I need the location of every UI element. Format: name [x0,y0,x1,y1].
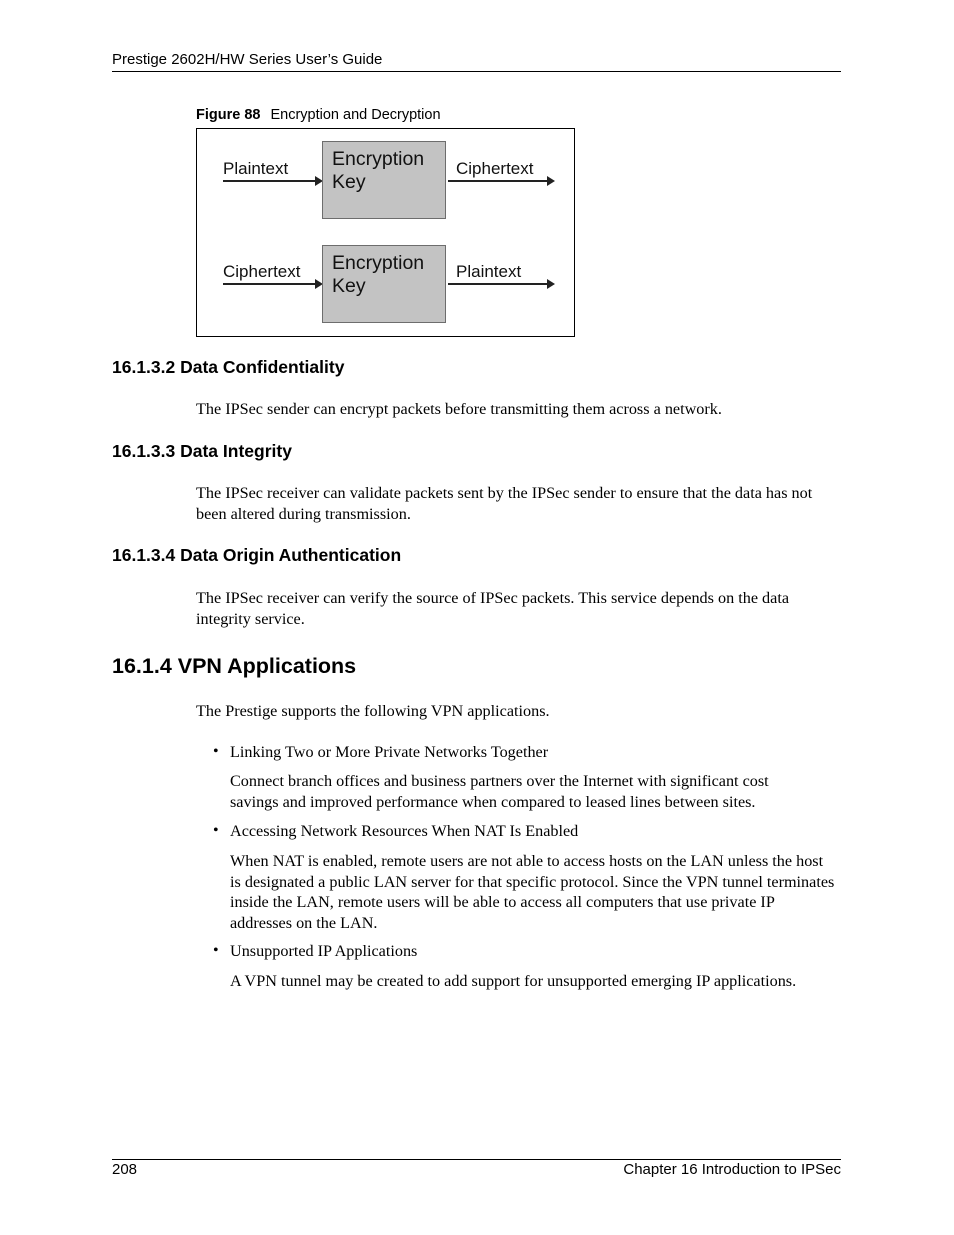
footer-chapter: Chapter 16 Introduction to IPSec [623,1161,841,1178]
running-header: Prestige 2602H/HW Series User’s Guide [112,51,383,68]
row1-input-arrow [223,180,321,182]
section-heading-origin-auth: 16.1.3.4 Data Origin Authentication [112,545,402,565]
vpn-item-title: Accessing Network Resources When NAT Is Enabled [230,822,579,840]
row2-output-arrow [448,283,553,285]
bullet-marker: • [213,743,219,760]
row1-input-label: Plaintext [223,159,289,178]
vpn-intro: The Prestige supports the following VPN applications. [196,702,550,720]
section-body-origin-auth: The IPSec receiver can verify the source of IPSec packets. This service depends on the data integrity service. [196,589,790,628]
vpn-item-body: When NAT is enabled, remote users are not able to access hosts on the LAN unless the host is designated a public LAN server for that specific protocol. Since the VPN tunnel terminates inside the LAN, remote users will be able to access all computers that use private IP addresses on the LAN. [230,852,835,932]
encryption-figure [196,128,575,337]
row1-output-arrow [448,180,553,182]
row1-output-label: Ciphertext [456,159,534,178]
section-body-confidentiality: The IPSec sender can encrypt packets before transmitting them across a network. [196,400,722,418]
section-heading-confidentiality: 16.1.3.2 Data Confidentiality [112,357,345,377]
section-heading-vpn-applications: 16.1.4 VPN Applications [112,654,357,678]
row1-box-line2: Key [332,171,366,193]
section-heading-integrity: 16.1.3.3 Data Integrity [112,441,292,461]
row2-output-label: Plaintext [456,262,522,281]
row1-box-line1: Encryption [332,148,425,170]
vpn-item-title: Linking Two or More Private Networks Together [230,743,549,761]
row2-input-arrow [223,283,321,285]
bullet-marker: • [213,942,219,959]
footer-rule [112,1159,841,1160]
vpn-item-title: Unsupported IP Applications [230,942,418,960]
bullet-marker: • [213,822,219,839]
vpn-item-body: Connect branch offices and business partners over the Internet with significant cost savings and improved performance when compared to leased lines between sites. [230,772,769,811]
figure-number: Figure 88 [196,107,261,123]
row2-box-line1: Encryption [332,252,425,274]
row2-box-line2: Key [332,275,366,297]
row1-encryption-key-box [322,141,446,219]
vpn-item-body: A VPN tunnel may be created to add support for unsupported emerging IP applications. [230,972,797,990]
figure-caption [196,107,441,123]
row2-encryption-key-box [322,245,446,323]
figure-title: Encryption and Decryption [270,107,441,123]
page-number: 208 [112,1161,138,1178]
section-body-integrity: The IPSec receiver can validate packets sent by the IPSec sender to ensure that the data has not been altered during transmission. [196,484,813,523]
row2-input-label: Ciphertext [223,262,301,281]
header-rule [112,71,841,72]
